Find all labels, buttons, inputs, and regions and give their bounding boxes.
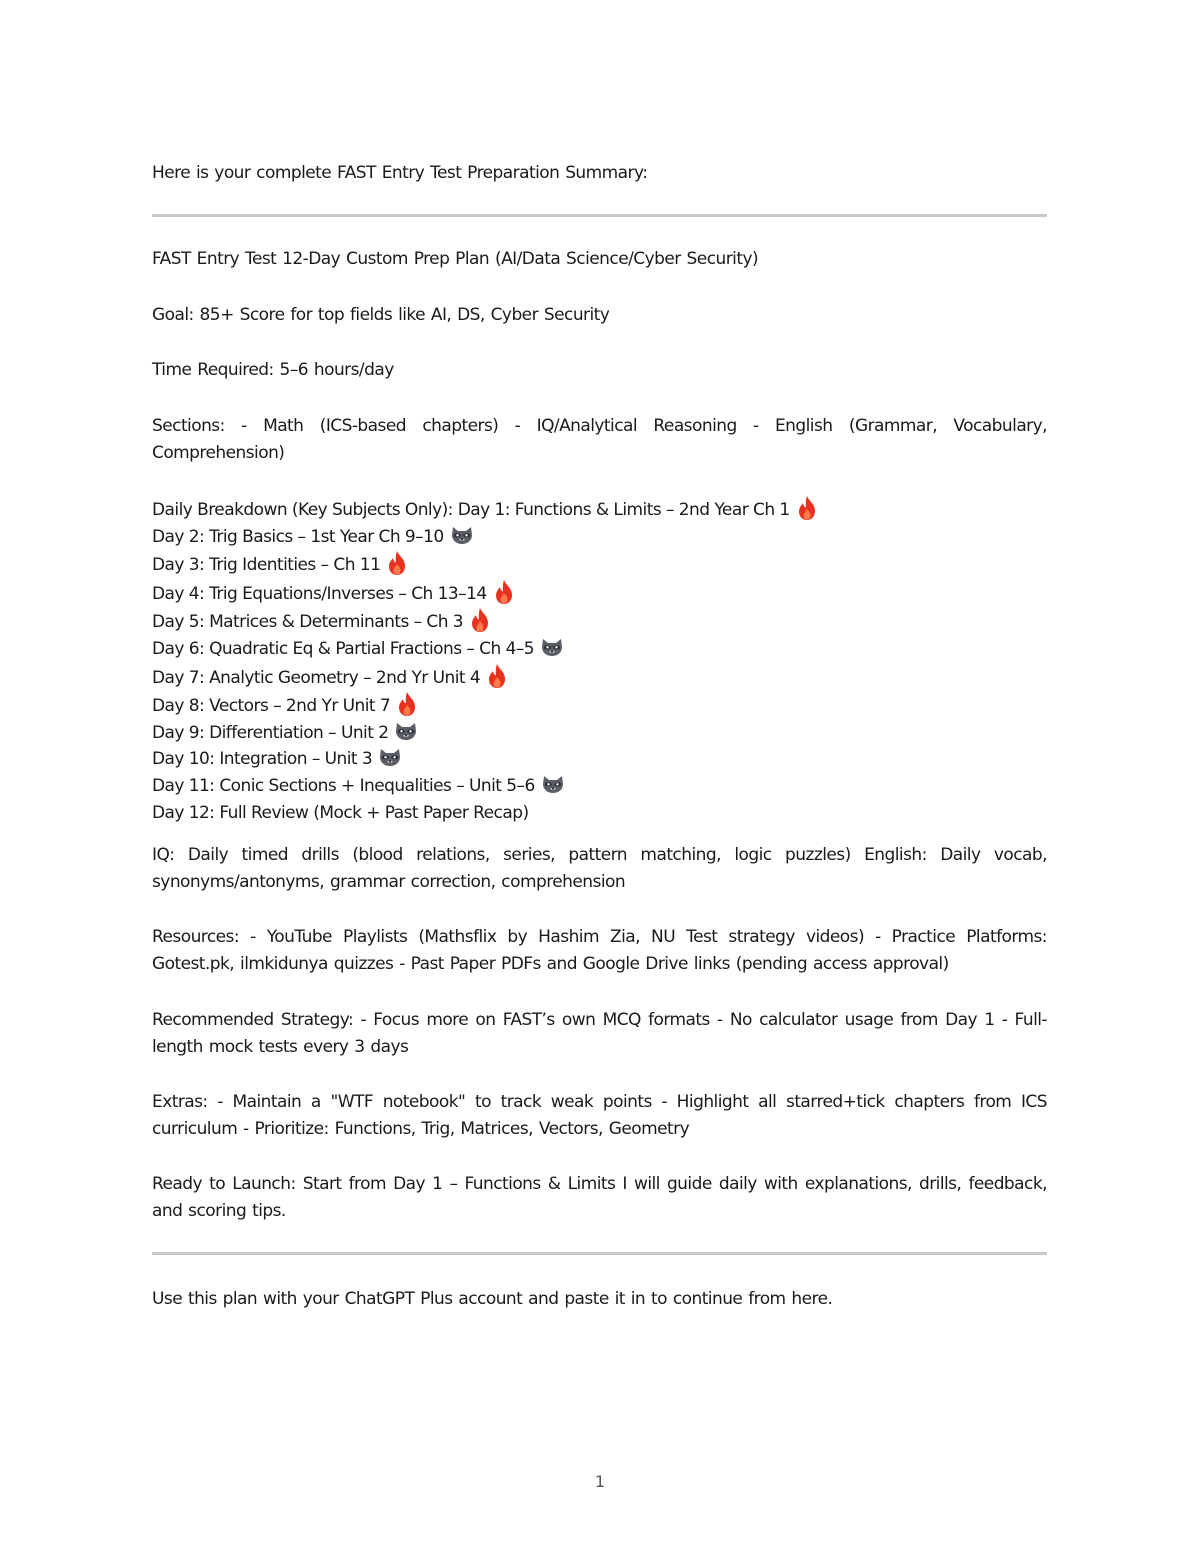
fire-icon (796, 495, 818, 521)
iq-english-text: IQ: Daily timed drills (blood relations, series, pattern matching, logic puzzles) English: Daily vocab, synonyms/antonyms, grammar correction, comprehension (152, 845, 1047, 892)
fire-icon (486, 663, 508, 689)
day-line: Day 5: Matrices & Determinants – Ch 3 (152, 607, 1047, 636)
raccoon-icon (450, 525, 474, 545)
fire-icon (386, 550, 408, 576)
raccoon-icon (394, 721, 418, 741)
raccoon-icon (540, 637, 564, 657)
closing-text: Use this plan with your ChatGPT Plus account and paste it in to continue from here. (152, 1289, 833, 1309)
day-line: Day 10: Integration – Unit 3 (152, 746, 1047, 773)
day-line: Day 7: Analytic Geometry – 2nd Yr Unit 4 (152, 663, 1047, 692)
goal-text: Goal: 85+ Score for top fields like AI, DS, Cyber Security (152, 305, 610, 325)
day-line: Daily Breakdown (Key Subjects Only): Day 1: Functions & Limits – 2nd Year Ch 1 (152, 495, 1047, 524)
page-number: 1 (594, 1472, 606, 1491)
sections-text: Sections: - Math (ICS-based chapters) - IQ/Analytical Reasoning - English (Grammar, Vocabulary, Comprehension) (152, 416, 1047, 463)
fire-icon (493, 579, 515, 605)
fire-icon (469, 607, 491, 633)
time-required-text: Time Required: 5–6 hours/day (152, 360, 394, 380)
day-line: Day 9: Differentiation – Unit 2 (152, 720, 1047, 747)
day-line: Day 3: Trig Identities – Ch 11 (152, 550, 1047, 579)
raccoon-icon (541, 774, 565, 794)
day-line: Day 6: Quadratic Eq & Partial Fractions – Ch 4–5 (152, 636, 1047, 663)
raccoon-icon (378, 747, 402, 767)
day-line: Day 12: Full Review (Mock + Past Paper Recap) (152, 802, 529, 823)
ready-text: Ready to Launch: Start from Day 1 – Functions & Limits I will guide daily with explanations, drills, feedback, and scoring tips. (152, 1174, 1047, 1221)
horizontal-rule (152, 214, 1047, 217)
strategy-text: Recommended Strategy: - Focus more on FAST’s own MCQ formats - No calculator usage from Day 1 - Full-length mock tests every 3 days (152, 1010, 1047, 1057)
day-line: Day 2: Trig Basics – 1st Year Ch 9–10 (152, 524, 1047, 551)
extras-text: Extras: - Maintain a "WTF notebook" to track weak points - Highlight all starred+tick chapters from ICS curriculum - Prioritize: Functions, Trig, Matrices, Vectors, Geometry (152, 1092, 1047, 1139)
resources-text: Resources: - YouTube Playlists (Mathsflix by Hashim Zia, NU Test strategy videos) - Practice Platforms: Gotest.pk, ilmkidunya quizzes - Past Paper PDFs and Google Drive links (pending access approval) (152, 927, 1047, 974)
plan-title: FAST Entry Test 12-Day Custom Prep Plan (AI/Data Science/Cyber Security) (152, 249, 759, 269)
intro-text: Here is your complete FAST Entry Test Preparation Summary: (152, 163, 648, 183)
day-line: Day 8: Vectors – 2nd Yr Unit 7 (152, 691, 1047, 720)
fire-icon (396, 691, 418, 717)
daily-breakdown (152, 495, 1047, 826)
day-line: Day 11: Conic Sections + Inequalities – Unit 5–6 (152, 773, 1047, 800)
horizontal-rule (152, 1252, 1047, 1255)
day-line: Day 4: Trig Equations/Inverses – Ch 13–14 (152, 579, 1047, 608)
